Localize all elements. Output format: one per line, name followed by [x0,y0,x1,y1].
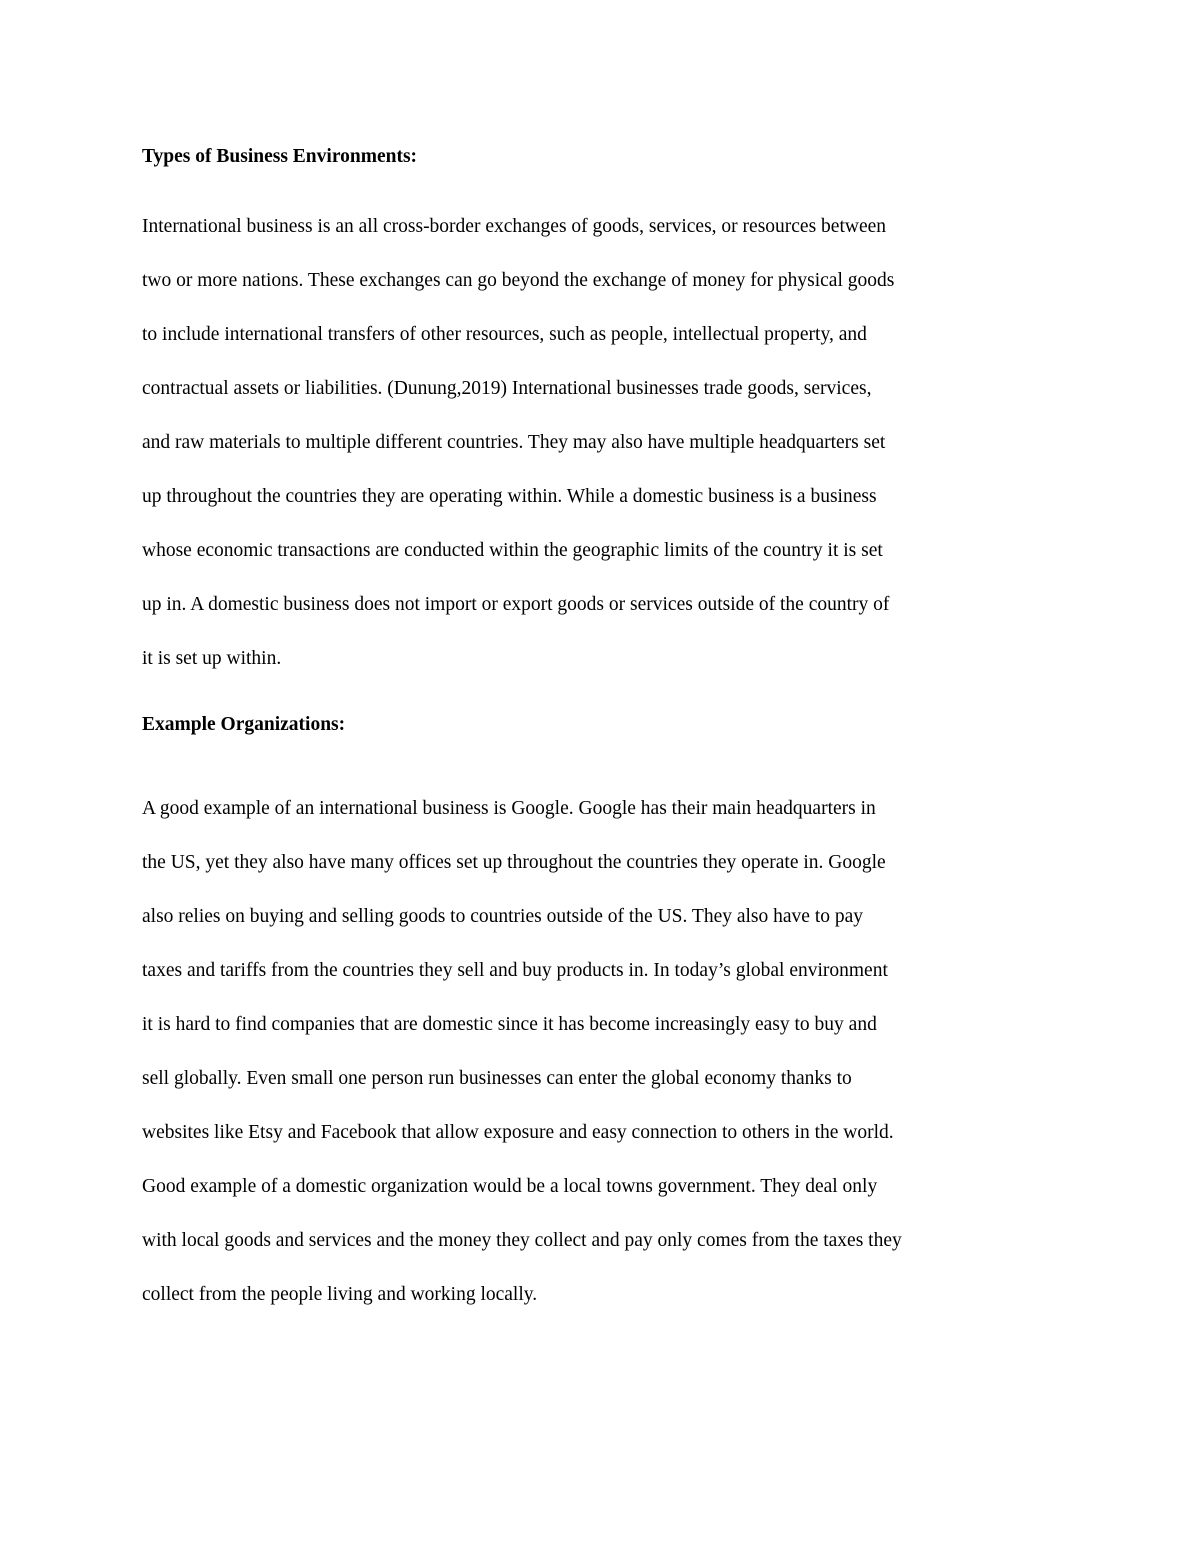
paragraph-line: and raw materials to multiple different countries. They may also have multiple headquarters set [142,432,886,453]
paragraph-line: up in. A domestic business does not import or export goods or services outside of the country of [142,594,890,615]
section-heading-example-organizations: Example Organizations: [142,714,346,735]
paragraph-line: up throughout the countries they are operating within. While a domestic business is a business [142,486,877,507]
paragraph-line: A good example of an international business is Google. Google has their main headquarters in [142,798,876,819]
paragraph-example-organizations [142,782,1067,1322]
paragraph-line: it is set up within. [142,648,282,669]
paragraph-line: to include international transfers of other resources, such as people, intellectual property, and [142,324,867,345]
paragraph-line: contractual assets or liabilities. (Dunung,2019) International businesses trade goods, services, [142,378,872,399]
paragraph-line: collect from the people living and working locally. [142,1284,538,1305]
paragraph-line: Good example of a domestic organization would be a local towns government. They deal only [142,1176,878,1197]
paragraph-line: two or more nations. These exchanges can go beyond the exchange of money for physical goods [142,270,895,291]
document-body [142,142,1067,1322]
paragraph-line: with local goods and services and the money they collect and pay only comes from the taxes they [142,1230,902,1251]
paragraph-line: websites like Etsy and Facebook that allow exposure and easy connection to others in the world. [142,1122,894,1143]
section-heading-types-of-business-environments: Types of Business Environments: [142,146,418,167]
paragraph-line: also relies on buying and selling goods to countries outside of the US. They also have to pay [142,906,864,927]
paragraph-line: the US, yet they also have many offices set up throughout the countries they operate in. Google [142,852,886,873]
paragraph-business-environments [142,200,1067,686]
paragraph-line: International business is an all cross-border exchanges of goods, services, or resources between [142,216,887,237]
paragraph-line: sell globally. Even small one person run businesses can enter the global economy thanks to [142,1068,852,1089]
paragraph-line: whose economic transactions are conducted within the geographic limits of the country it is set [142,540,883,561]
paragraph-line: it is hard to find companies that are domestic since it has become increasingly easy to buy and [142,1014,877,1035]
paragraph-line: taxes and tariffs from the countries they sell and buy products in. In today’s global environment [142,960,888,981]
